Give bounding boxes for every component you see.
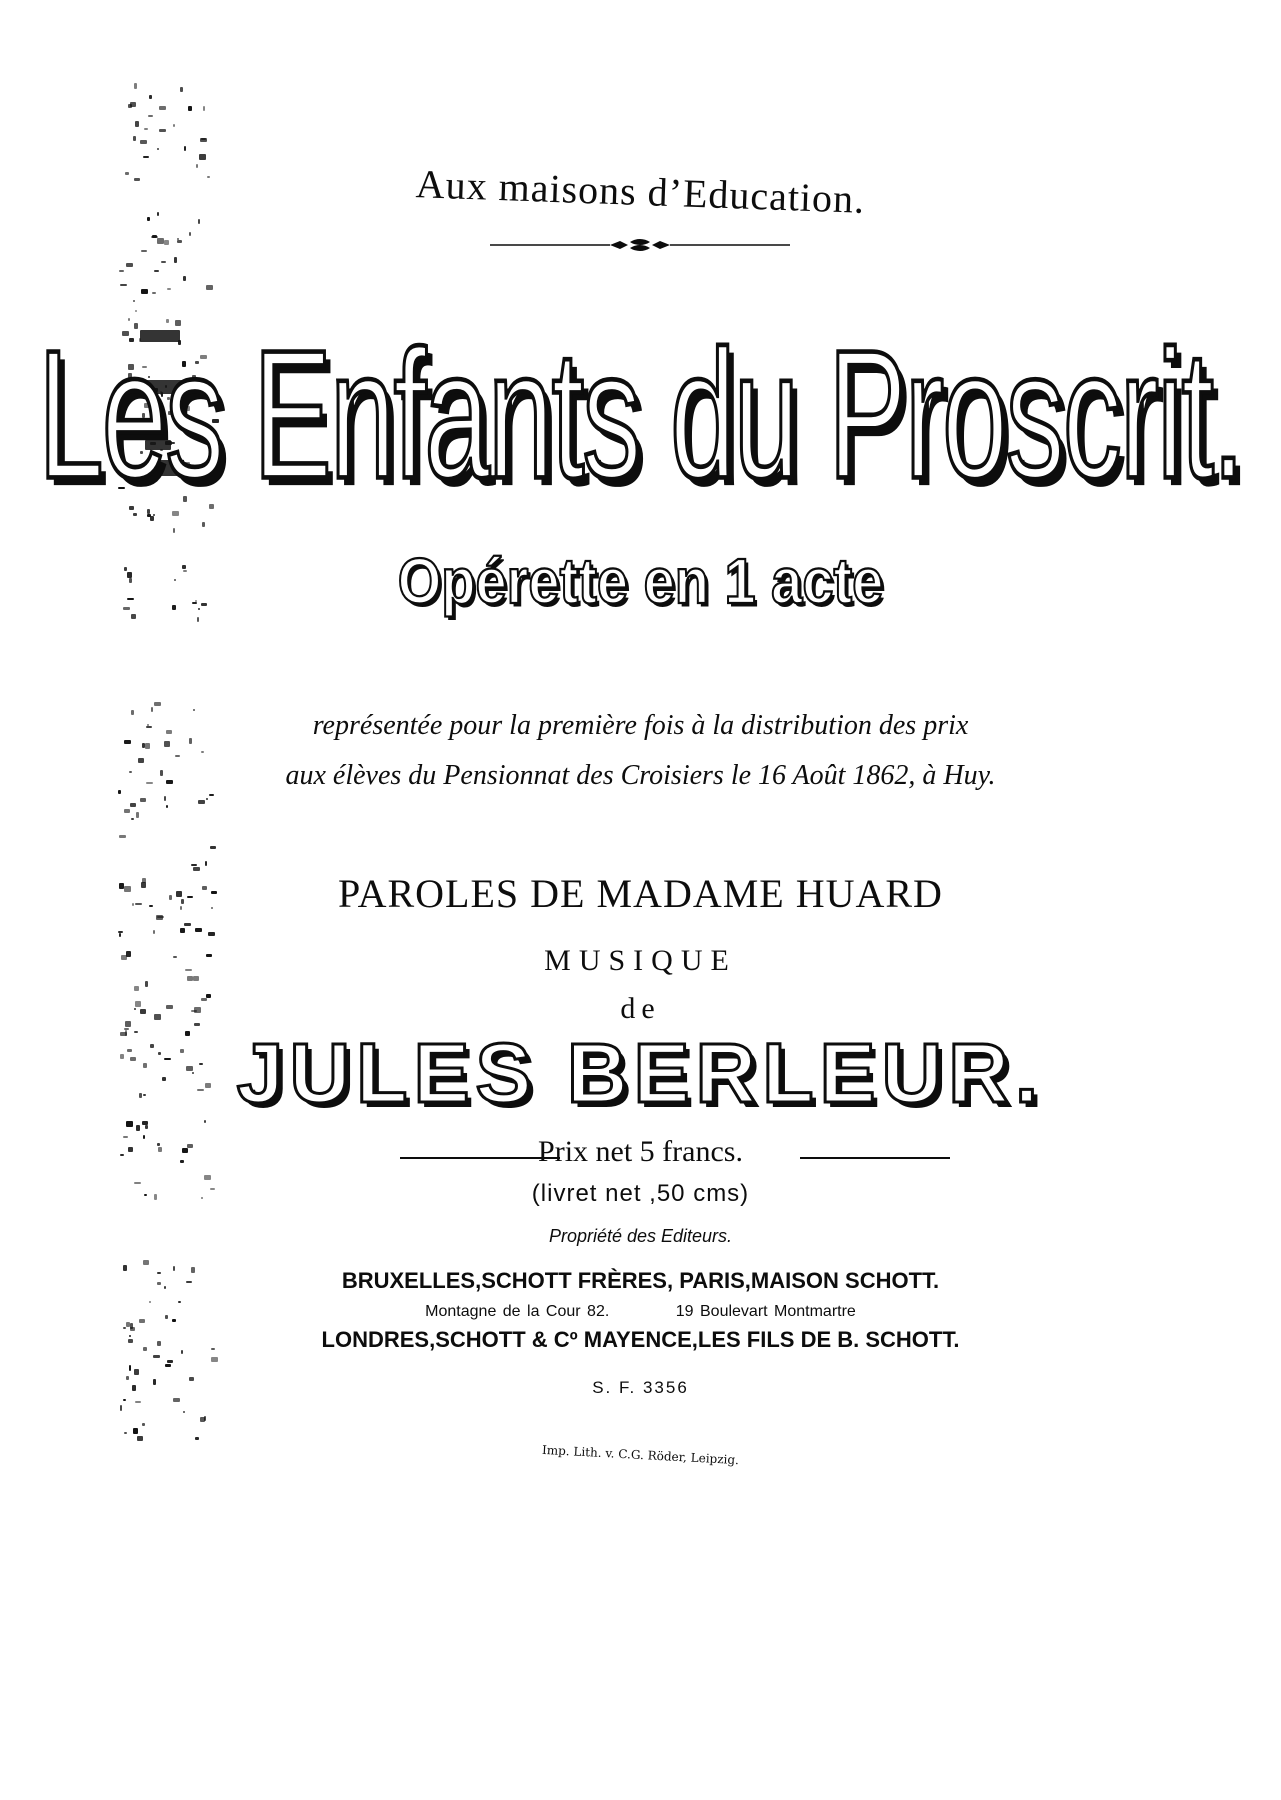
stain-speck	[164, 240, 169, 245]
flourish-ornament-icon	[490, 238, 790, 252]
stain-speck	[135, 121, 139, 127]
stain-speck	[130, 102, 136, 107]
stain-speck	[144, 128, 148, 130]
stain-speck	[154, 702, 161, 706]
stain-speck	[198, 800, 205, 804]
stain-speck	[189, 232, 191, 236]
stain-speck	[180, 87, 183, 92]
stain-speck	[142, 743, 145, 748]
stain-speck	[152, 292, 156, 294]
stain-speck	[204, 1416, 206, 1421]
stain-speck	[145, 743, 150, 749]
work-subtitle: Opérette en 1 acte	[397, 544, 884, 617]
stain-speck	[134, 986, 139, 991]
stain-speck	[191, 864, 197, 866]
stain-speck	[119, 835, 126, 838]
stain-speck	[201, 751, 204, 753]
stain-speck	[211, 1357, 218, 1362]
stain-speck	[123, 1399, 126, 1401]
stain-speck	[129, 1365, 131, 1371]
stain-speck	[134, 1369, 139, 1375]
stain-speck	[167, 1360, 173, 1363]
stain-speck	[140, 140, 147, 144]
stain-speck	[161, 261, 166, 263]
stain-speck	[173, 124, 175, 127]
stain-speck	[157, 238, 164, 244]
price: Prix net 5 francs.	[538, 1135, 743, 1168]
stain-speck	[154, 270, 159, 272]
stain-speck	[159, 106, 166, 110]
lyricist-credit: PAROLES DE MADAME HUARD	[338, 871, 943, 916]
stain-speck	[149, 95, 152, 99]
by-label: de	[620, 992, 661, 1025]
stain-speck	[133, 136, 136, 141]
stain-speck	[183, 276, 186, 281]
stain-speck	[136, 812, 139, 818]
stain-speck	[206, 798, 208, 800]
stain-speck	[174, 257, 177, 263]
stain-speck	[120, 284, 127, 286]
stain-speck	[124, 809, 130, 813]
stain-speck	[145, 981, 148, 987]
stain-speck	[173, 528, 175, 533]
stain-speck	[177, 240, 182, 243]
stain-speck	[198, 219, 200, 224]
address-paris: 19 Boulevart Montmartre	[675, 1303, 856, 1320]
music-label: MUSIQUE	[544, 944, 737, 977]
stain-speck	[195, 928, 202, 932]
stain-speck	[143, 1260, 149, 1265]
stain-speck	[159, 129, 166, 132]
stain-speck	[153, 930, 155, 934]
stain-speck	[145, 1125, 148, 1129]
stain-speck	[148, 115, 153, 117]
stain-speck	[119, 933, 121, 937]
publishers-line-2: LONDRES,SCHOTT & Cº MAYENCE,LES FILS DE B. SCHOTT.	[321, 1327, 960, 1352]
stain-speck	[184, 923, 191, 926]
publishers-line-1: BRUXELLES,SCHOTT FRÈRES, PARIS,MAISON SCHOTT.	[341, 1268, 940, 1293]
stain-speck	[157, 212, 159, 216]
stain-speck	[147, 217, 150, 221]
stain-speck	[141, 250, 147, 252]
stain-speck	[135, 1401, 141, 1403]
stain-speck	[141, 289, 148, 294]
dedication: Aux maisons d’Education.	[415, 161, 866, 222]
stain-speck	[119, 270, 124, 272]
stain-speck	[136, 1125, 140, 1131]
plate-number: S. F. 3356	[592, 1378, 689, 1397]
stain-speck	[140, 798, 146, 802]
stain-speck	[166, 805, 168, 808]
stain-speck	[133, 300, 135, 302]
stain-speck	[209, 794, 214, 796]
work-title: Les Enfants du Proscrit.	[38, 313, 1243, 518]
stain-speck	[167, 288, 171, 290]
property-notice: Propriété des Editeurs.	[548, 1226, 733, 1246]
composer-name: JULES BERLEUR.	[236, 1026, 1045, 1120]
stain-speck	[188, 106, 192, 111]
stain-speck	[175, 755, 180, 757]
stain-speck	[173, 1398, 180, 1402]
stain-speck	[134, 83, 137, 89]
stain-speck	[153, 1355, 160, 1358]
stain-speck	[203, 106, 205, 111]
stain-speck	[131, 818, 134, 820]
stain-speck	[206, 285, 213, 290]
address-brussels: Montagne de la Cour 82.	[425, 1303, 610, 1320]
stain-speck	[130, 803, 136, 807]
stain-speck	[208, 932, 215, 936]
libretto-price: (livret net ,50 cms)	[531, 1180, 750, 1207]
stain-speck	[184, 146, 186, 151]
performance-note-line-2: aux élèves du Pensionnat des Croisiers le 16 Août 1862, à Huy.	[285, 760, 996, 791]
performance-note-line-1: représentée pour la première fois à la distribution des prix	[312, 710, 969, 741]
stain-speck	[137, 1436, 143, 1441]
stain-speck	[126, 263, 133, 267]
stain-speck	[165, 1364, 171, 1367]
stain-speck	[202, 522, 205, 527]
stain-speck	[210, 846, 216, 849]
stain-speck	[180, 928, 185, 933]
stain-speck	[157, 148, 159, 150]
stain-speck	[183, 1411, 185, 1413]
stain-speck	[120, 1405, 122, 1411]
publisher-addresses	[0, 1303, 1281, 1321]
stain-speck	[164, 796, 166, 801]
stain-speck	[200, 138, 207, 142]
price-rule-right	[800, 1157, 950, 1159]
stain-speck	[151, 236, 158, 238]
stain-speck	[205, 861, 207, 866]
printer-imprint: Imp. Lith. v. C.G. Röder, Leipzig.	[541, 1442, 740, 1468]
